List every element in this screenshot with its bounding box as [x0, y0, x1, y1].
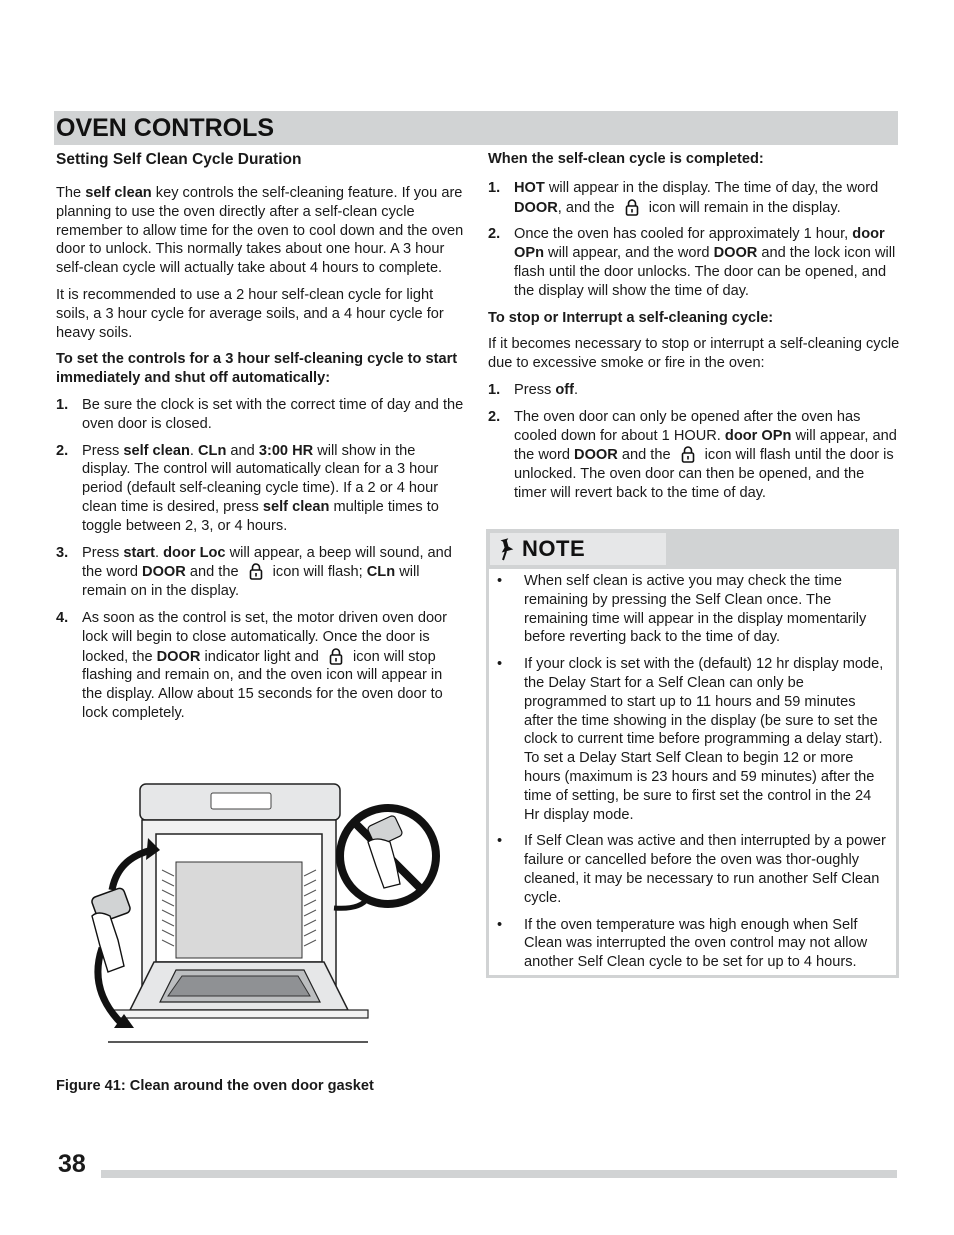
note-box	[486, 529, 899, 978]
oven-door-illustration	[78, 780, 450, 1052]
lock-icon	[329, 647, 343, 665]
lock-icon	[625, 198, 639, 216]
instructions-heading: To set the controls for a 3 hour self-cleaning cycle to start immediately and shut off automatically:	[56, 351, 458, 387]
lock-icon	[681, 445, 695, 463]
completed-heading: When the self-clean cycle is completed:	[488, 151, 764, 167]
pushpin-icon	[498, 537, 516, 561]
step-1: 1. Be sure the clock is set with the correct time of day and the oven door is closed.	[56, 396, 464, 432]
stop-step-2: 2. The oven door can only be opened after the oven has cooled down for about 1 HOUR. door OPn will appear, and the word DOOR and the icon will flash until the door is unlocked. The oven door can then be opened, and the timer will revert back to the time of day.	[488, 408, 897, 501]
completed-step-1: 1. HOT will appear in the display. The time of day, the word DOOR, and the icon will remain in the display.	[488, 179, 879, 216]
note-header	[490, 533, 666, 565]
note-item: • If your clock is set with the (default) 12 hr display mode, the Delay Start for a Self Clean can only be programmed to start up to 11 hours and 59 minutes after the time showing in the display (be sure to set the clock to current time before programming a delay start). To set a Delay Start Self Clean to begin 12 or more hours (maximum is 23 hours and 59 minutes) after the time of setting, be sure to first set the control in the 24 Hr display mode.	[497, 656, 884, 823]
intro-paragraph: The self clean key controls the self-cleaning feature. If you are planning to use the oven directly after a self-clean cycle remember to allow time for the oven to cool down and the oven door to unlock. This normally takes about one hour. A 3 hour self-clean cycle will actually take about 4 hours to complete.	[56, 185, 464, 277]
step-4: 4. As soon as the control is set, the motor driven oven door lock will begin to close automatically. Once the door is locked, the DOOR indicator light and icon will stop flashing and remain on, and the oven icon will appear in the display. Allow about 15 seconds for the oven door to lock completely.	[56, 609, 448, 721]
stop-intro: If it becomes necessary to stop or interrupt a self-cleaning cycle due to excessive smoke or fire in the oven:	[488, 336, 900, 372]
recommendation-paragraph: It is recommended to use a 2 hour self-clean cycle for light soils, a 3 hour cycle for average soils, and a 4 hour cycle for heavy soils.	[56, 286, 444, 341]
page-number: 38	[58, 1150, 86, 1178]
note-item: • If Self Clean was active and then interrupted by a power failure or cancelled before the oven was thor-oughly cleaned, it may be necessary to run another Self Clean cycle.	[497, 833, 886, 906]
section-heading: Setting Self Clean Cycle Duration	[56, 151, 302, 168]
section-title-bar	[54, 111, 898, 145]
step-2: 2. Press self clean. CLn and 3:00 HR will show in the display. The control will automatically clean for a 3 hour period (default self-cleaning cycle time). If a 2 or 4 hour clean time is desired, press self clean multiple times to toggle between 2, 3, or 4 hours.	[56, 442, 439, 534]
footer-rule	[101, 1170, 897, 1178]
right-column	[488, 150, 900, 511]
stop-step-1: 1. Press off.	[488, 381, 579, 398]
lock-icon	[249, 562, 263, 580]
left-column	[56, 150, 464, 731]
step-3: 3. Press start. door Loc will appear, a beep will sound, and the word DOOR and the icon will flash; CLn will remain on in the display.	[56, 544, 452, 600]
page-title: OVEN CONTROLS	[56, 114, 275, 142]
completed-step-2: 2. Once the oven has cooled for approximately 1 hour, door OPn will appear, and the word DOOR and the lock icon will flash until the door unlocks. The door can be opened, and the display will show the time of day.	[488, 226, 896, 299]
note-item: • When self clean is active you may check the time remaining by pressing the Self Clean once. The remaining time will appear in the display momentarily before reverting back to the time of day.	[497, 573, 867, 646]
note-item: • If the oven temperature was high enough when Self Clean was interrupted the oven control may not allow another Self Clean cycle to be set for up to 4 hours.	[497, 916, 868, 971]
note-title: NOTE	[522, 536, 586, 561]
figure-caption: Figure 41: Clean around the oven door gasket	[56, 1078, 374, 1094]
note-content	[489, 569, 896, 975]
stop-heading: To stop or Interrupt a self-cleaning cycle:	[488, 309, 774, 326]
